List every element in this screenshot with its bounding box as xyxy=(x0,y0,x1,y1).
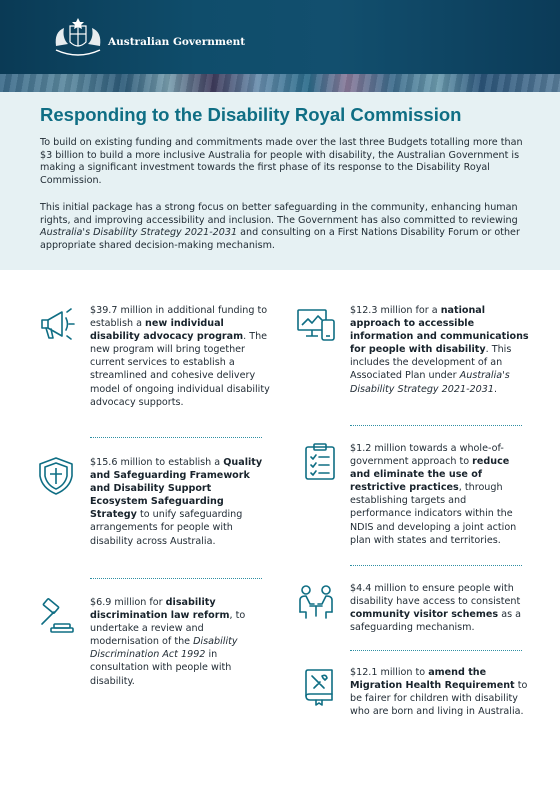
government-name: Australian Government xyxy=(108,36,246,48)
gavel-icon xyxy=(36,596,76,636)
header-decorative-band xyxy=(0,74,560,92)
page-title: Responding to the Disability Royal Commission xyxy=(40,104,462,125)
meeting-people-icon xyxy=(296,582,336,622)
divider xyxy=(350,425,522,426)
divider xyxy=(90,437,262,438)
divider xyxy=(350,650,522,651)
devices-icon xyxy=(296,304,336,344)
intro-paragraph-1: To build on existing funding and commitments made over the last three Budgets totalling more than $3 billion to build a more inclusive Australia for people with disability, the Australian Government is making a significant investment towards the first phase of its response to the Disability Royal Commission. xyxy=(40,137,523,186)
divider xyxy=(90,578,262,579)
government-header xyxy=(0,0,560,92)
megaphone-icon xyxy=(36,304,76,344)
coat-of-arms-icon xyxy=(50,16,106,62)
clipboard-checklist-icon xyxy=(300,442,340,482)
divider xyxy=(350,565,522,566)
shield-icon xyxy=(36,456,76,496)
book-tools-icon xyxy=(300,666,340,706)
intro-paragraph-2: This initial package has a strong focus on better safeguarding in the community, enhancing human rights, and improving accessibility and inclusion. The Government has also committed to reviewing Australia's Disability Strategy 2021-2031 and consulting on a First Nations Disability Forum or other appropriate shared decision-making mechanism. xyxy=(40,202,520,251)
